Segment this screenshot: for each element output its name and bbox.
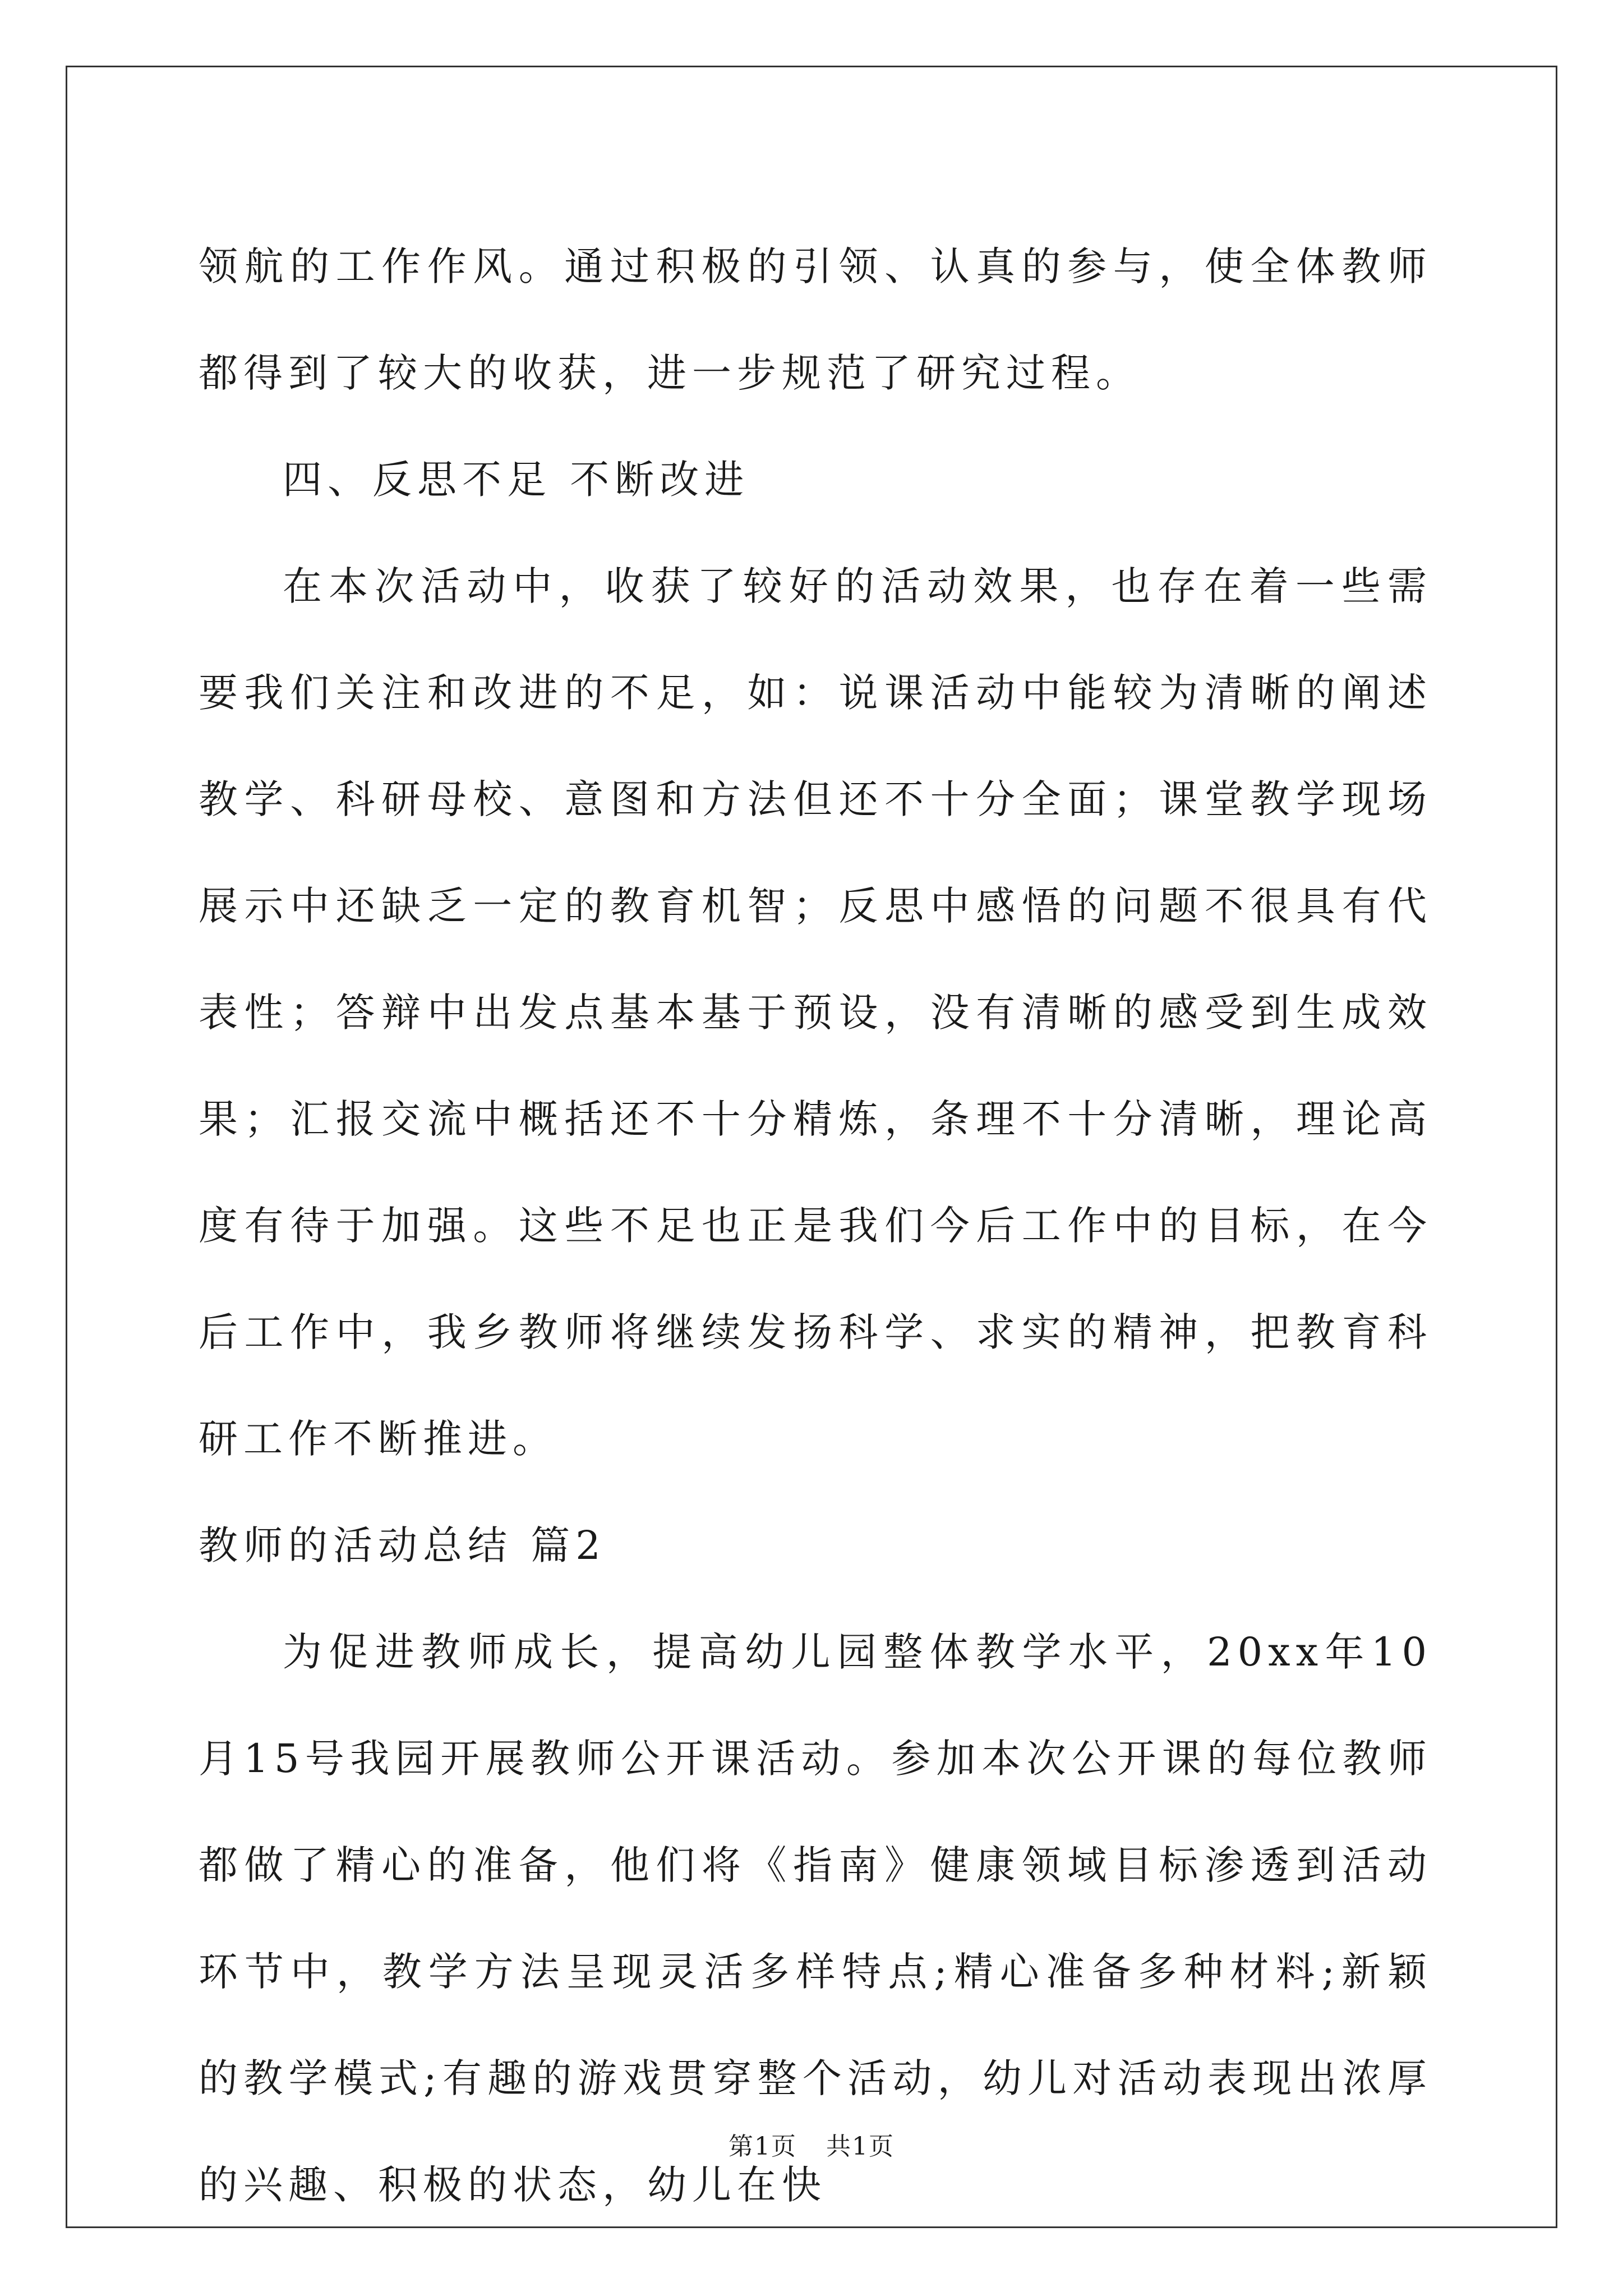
section-title: 教师的活动总结 篇2 <box>199 1522 606 1568</box>
heading-section-4: 四、反思不足 不断改进 <box>283 457 750 503</box>
page-number-current: 第1页 <box>728 2132 797 2161</box>
document-body <box>199 213 1432 2238</box>
paragraph-2: 在本次活动中，收获了较好的活动效果，也存在着一些需要我们关注和改进的不足，如：说课活动中能较为清晰的阐述教学、科研母校、意图和方法但还不十分全面；课堂教学现场展示中还缺乏一定的教育机智；反思中感悟的问题不很具有代表性；答辩中出发点基本基于预设，没有清晰的感受到生成效果；汇报交流中概括还不十分精炼，条理不十分清晰，理论高度有待于加强。这些不足也正是我们今后工作中的目标，在今后工作中，我乡教师将继续发扬科学、求实的精神，把教育科研工作不断推进。 <box>199 563 1432 1462</box>
paragraph-3: 为促进教师成长，提高幼儿园整体教学水平，20xx年10月15号我园开展教师公开课活动。参加本次公开课的每位教师都做了精心的准备，他们将《指南》健康领域目标渗透到活动环节中，教学方法呈现灵活多样特点;精心准备多种材料;新颖的教学模式;有趣的游戏贯穿整个活动，幼儿对活动表现出浓厚的兴趣、积极的状态，幼儿在快 <box>199 1629 1432 2208</box>
paragraph-1: 领航的工作作风。通过积极的引领、认真的参与，使全体教师都得到了较大的收获，进一步规范了研究过程。 <box>199 243 1432 396</box>
page-footer <box>0 2126 1623 2162</box>
page-number-total: 共1页 <box>826 2132 895 2161</box>
